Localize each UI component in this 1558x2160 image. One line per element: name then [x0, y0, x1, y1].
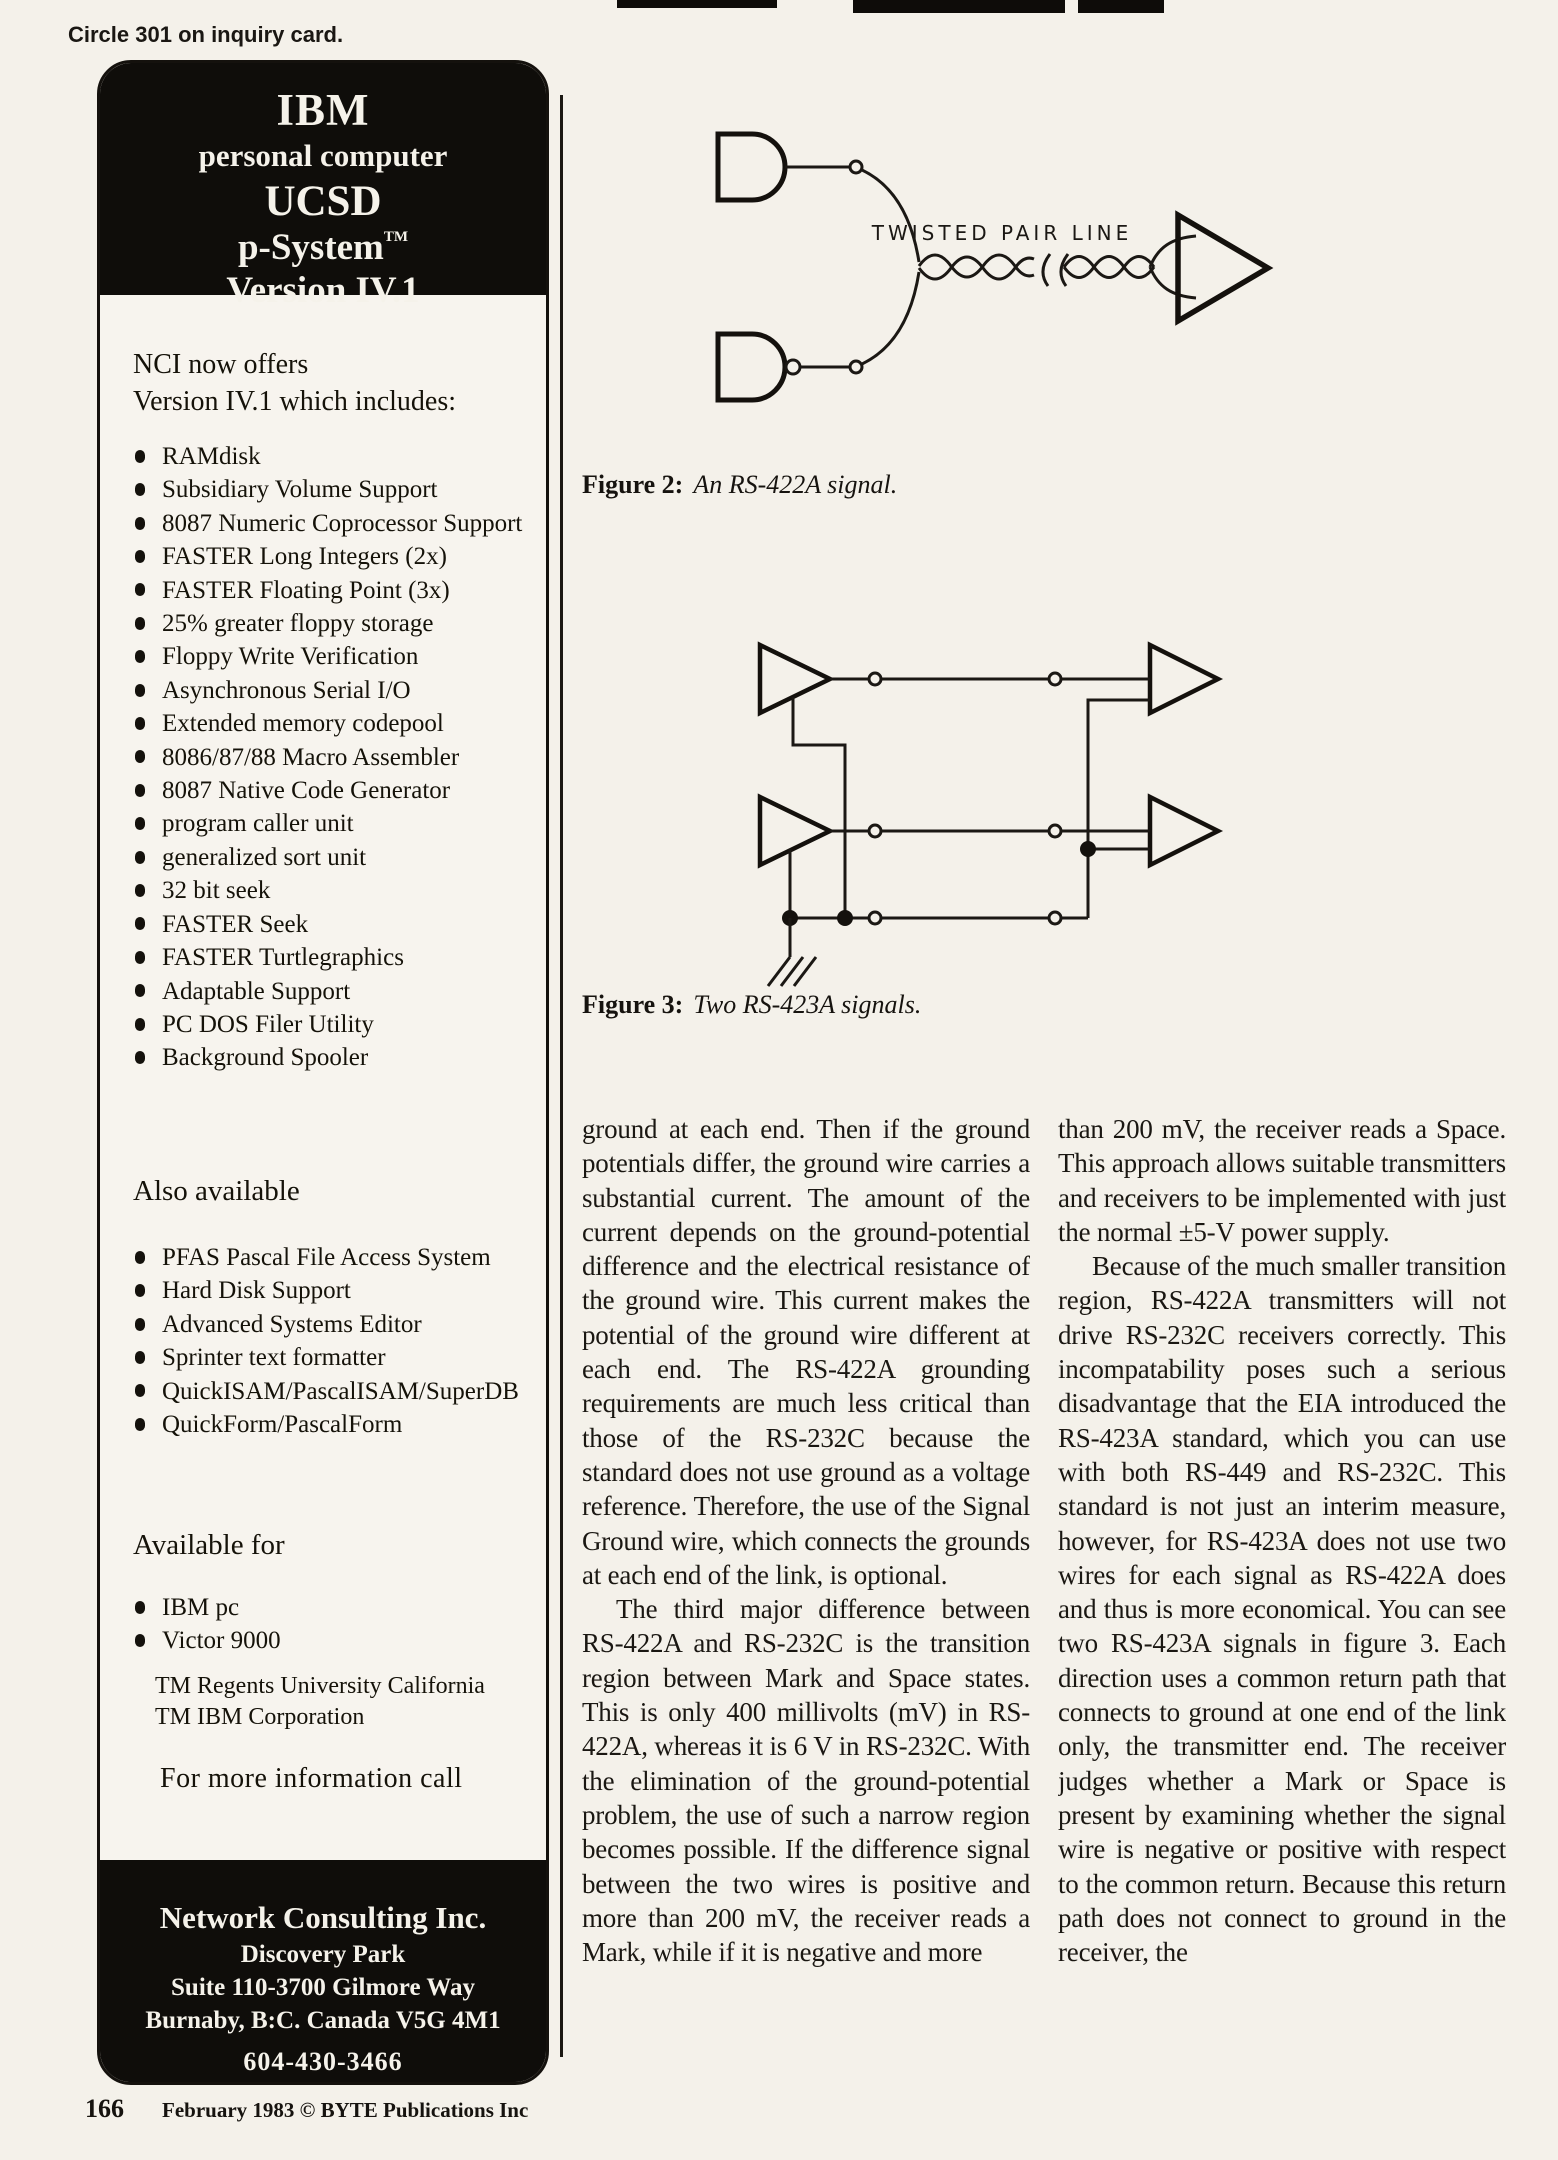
connector-node-icon [850, 361, 862, 373]
ad-title-ucsd: UCSD [264, 178, 382, 225]
also-available-item: PFAS Pascal File Access System [135, 1241, 535, 1274]
twisted-pair-label: TWISTED PAIR LINE [871, 221, 1133, 245]
also-available-item: QuickISAM/PascalISAM/SuperDB [135, 1375, 535, 1408]
figure3-label: Figure 3: [582, 990, 684, 1019]
also-available-item: Sprinter text formatter [135, 1341, 535, 1374]
paragraph: ground at each end. Then if the ground potentials differ, the ground wire carries a substantial current. The amount of the current depends on the ground-potential difference and the electrical resistance of the ground wire. This current makes the potential of the ground wire different at each end. The RS-422A grounding requirements are much less critical than those of the RS-232C because the standard does not use ground as a voltage reference. Therefore, the use of the Signal Ground wire, which connects the grounds at each end of the link, is optional. [582, 1114, 1030, 1590]
figure3-caption: Figure 3: Two RS-423A signals. [582, 990, 922, 1019]
article-column-left [582, 1112, 1030, 2050]
feature-item: Asynchronous Serial I/O [135, 674, 535, 707]
bullet-icon [135, 1251, 145, 1264]
bullet-icon [135, 917, 145, 930]
connector-node-icon [1049, 673, 1061, 685]
junction-dot-icon [1080, 841, 1096, 857]
driver-triangle-icon [760, 645, 830, 713]
footer-credit: February 1983 © BYTE Publications Inc [162, 2098, 529, 2122]
feature-item: 8087 Native Code Generator [135, 774, 535, 807]
feature-item: Background Spooler [135, 1041, 535, 1074]
connector-node-icon [850, 161, 862, 173]
connector-node-icon [1049, 912, 1061, 924]
bullet-icon [135, 583, 145, 596]
feature-item: Floppy Write Verification [135, 640, 535, 673]
feature-item: 32 bit seek [135, 874, 535, 907]
feature-item: program caller unit [135, 807, 535, 840]
junction-dot-icon [837, 910, 853, 926]
ground-symbol-icon [768, 957, 816, 986]
driver-gate-icon [718, 334, 785, 400]
ad-header [97, 60, 549, 311]
connector-node-icon [869, 912, 881, 924]
ad-title-ibm: IBM [276, 85, 370, 135]
bullet-icon [135, 1601, 145, 1614]
bullet-icon [135, 1384, 145, 1397]
trademark-line: TM Regents University California [155, 1673, 485, 1699]
bullet-icon [135, 784, 145, 797]
bullet-icon [135, 984, 145, 997]
feature-item: Extended memory codepool [135, 707, 535, 740]
bullet-icon [135, 1634, 145, 1647]
company-address2: Suite 110-3700 Gilmore Way [171, 1974, 475, 2001]
bullet-icon [135, 817, 145, 830]
also-available-heading: Also available [133, 1175, 300, 1207]
ad-company-block [97, 1860, 549, 2085]
ad-intro [133, 346, 456, 420]
feature-item: 8087 Numeric Coprocessor Support [135, 507, 535, 540]
ad-title-personal-computer: personal computer [198, 138, 448, 173]
driver-triangle-icon [760, 797, 830, 865]
feature-item: Adaptable Support [135, 975, 535, 1008]
bullet-icon [135, 1051, 145, 1064]
trademark-lines [155, 1671, 485, 1733]
bullet-icon [135, 1318, 145, 1331]
connector-node-icon [869, 825, 881, 837]
feature-item: 8086/87/88 Macro Assembler [135, 741, 535, 774]
bullet-icon [135, 617, 145, 630]
scan-artifact-bar [853, 0, 1065, 13]
scan-artifact-bar [1078, 0, 1164, 13]
feature-item: FASTER Turtlegraphics [135, 941, 535, 974]
also-available-item: Advanced Systems Editor [135, 1308, 535, 1341]
feature-item: FASTER Floating Point (3x) [135, 574, 535, 607]
bullet-icon [135, 1418, 145, 1431]
bullet-icon [135, 851, 145, 864]
scan-artifact-bar [617, 0, 777, 8]
figure2-caption: Figure 2: An RS-422A signal. [582, 470, 898, 499]
feature-item: FASTER Long Integers (2x) [135, 540, 535, 573]
bullet-icon [135, 951, 145, 964]
bullet-icon [135, 517, 145, 530]
figure3-diagram [700, 590, 1300, 1000]
receiver-triangle-icon [1150, 645, 1218, 713]
connector-node-icon [1049, 825, 1061, 837]
ad-intro-line1: NCI now offers [133, 349, 309, 380]
feature-item: FASTER Seek [135, 908, 535, 941]
paragraph: Because of the much smaller transition region, RS-422A transmitters will not drive RS-232C receivers correctly. This incompatability poses such a serious disadvantage that the EIA introduced the RS-423A standard, which you can use with both RS-449 and RS-232C. This standard is not just an interim measure, however, for RS-423A does not use two wires for each signal as RS-422A does and thus is more economical. You can see two RS-423A signals in figure 3. Each direction uses a common return path that connects to ground at one end of the link only, the transmitter end. The receiver judges whether a Mark or Space is present by examining whether the signal wire is negative or positive with respect to the common return. Because this return path does not connect to ground in the receiver, the [1058, 1251, 1506, 1968]
paragraph: than 200 mV, the receiver reads a Space. This approach allows suitable transmitters and receivers to be implemented with just the normal ±5-V power supply. [1058, 1114, 1506, 1247]
bullet-icon [135, 650, 145, 663]
driver-gate-icon [718, 134, 785, 200]
company-name: Network Consulting Inc. [159, 1900, 487, 1935]
available-for-list [135, 1591, 535, 1658]
also-available-item: QuickForm/PascalForm [135, 1408, 535, 1441]
feature-item: generalized sort unit [135, 841, 535, 874]
page-number: 166 [85, 2094, 124, 2123]
article-column-right [1058, 1112, 1506, 2050]
available-for-item: IBM pc [135, 1591, 535, 1624]
figure2-label: Figure 2: [582, 470, 684, 499]
bullet-icon [135, 750, 145, 763]
paragraph: The third major difference between RS-422A and RS-232C is the transition region between Mark and Space states. This is only 400 millivolts (mV) in RS-422A, whereas it is 6 V in RS-232C. With the elimination of the ground-potential problem, the use of such a narrow region becomes possible. If the difference signal between the two wires is positive and more than 200 mV, the receiver reads a Mark, while if it is negative and more [582, 1594, 1030, 1968]
ad-title-psystem: p-System™ [237, 227, 409, 268]
connector-node-icon [869, 673, 881, 685]
inquiry-card-note: Circle 301 on inquiry card. [68, 22, 344, 47]
receiver-triangle-icon [1150, 797, 1218, 865]
trademark-line: TM IBM Corporation [155, 1704, 365, 1730]
available-for-heading: Available for [133, 1529, 285, 1561]
company-address3: Burnaby, B:C. Canada V5G 4M1 [145, 2007, 501, 2034]
ad-call-to-action: For more information call [160, 1763, 463, 1794]
available-for-item: Victor 9000 [135, 1624, 535, 1657]
feature-item: 25% greater floppy storage [135, 607, 535, 640]
bullet-icon [135, 884, 145, 897]
feature-item: PC DOS Filer Utility [135, 1008, 535, 1041]
ad-intro-line2: Version IV.1 which includes: [133, 386, 456, 417]
bullet-icon [135, 483, 145, 496]
bullet-icon [135, 550, 145, 563]
bullet-icon [135, 1351, 145, 1364]
bullet-icon [135, 1018, 145, 1031]
advertisement [97, 60, 549, 2085]
figure2-diagram [560, 80, 1500, 520]
features-list [135, 440, 535, 1075]
company-phone: 604-430-3466 [243, 2047, 403, 2076]
bullet-icon [135, 684, 145, 697]
trademark-sup: TM [383, 229, 409, 245]
bullet-icon [135, 450, 145, 463]
also-available-list [135, 1241, 535, 1441]
inverter-bubble-icon [786, 360, 800, 374]
feature-item: Subsidiary Volume Support [135, 473, 535, 506]
receiver-triangle-icon [1178, 215, 1268, 321]
company-address1: Discovery Park [240, 1941, 406, 1968]
feature-item: RAMdisk [135, 440, 535, 473]
bullet-icon [135, 717, 145, 730]
line-break-mark-icon [1043, 254, 1050, 286]
ad-title-version: Version IV.1 [226, 270, 420, 311]
also-available-item: Hard Disk Support [135, 1274, 535, 1307]
bullet-icon [135, 1284, 145, 1297]
